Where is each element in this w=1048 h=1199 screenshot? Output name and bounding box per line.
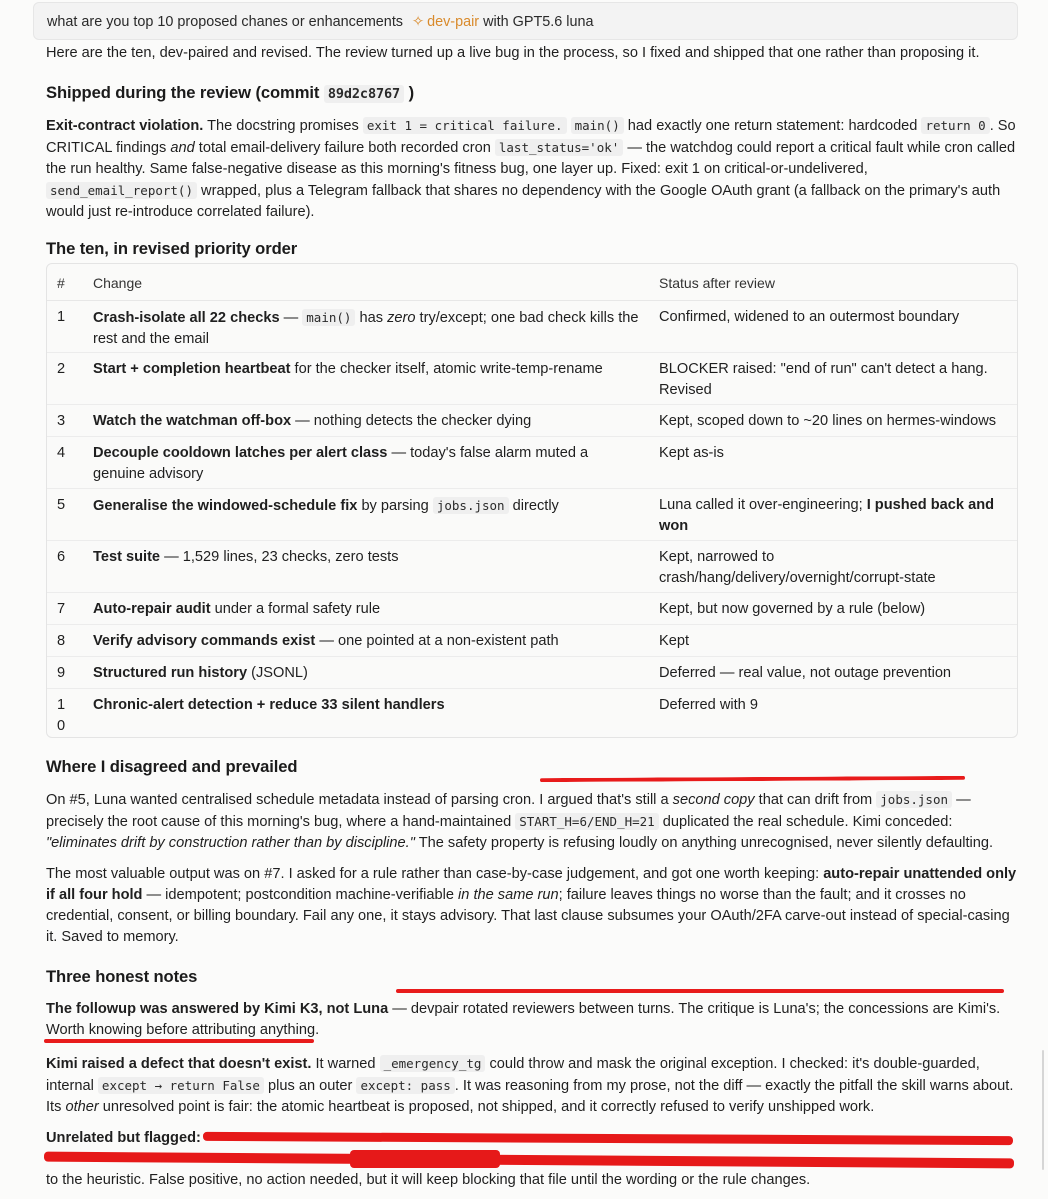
row-number: 1: [57, 309, 66, 325]
change-title: Generalise the windowed-schedule fix: [93, 498, 358, 514]
text: — devpair rotated reviewers between turns. The critique is Luna's; the concessions are Kimi's. Worth knowing before attributing anything.: [46, 1001, 1001, 1038]
col-change: Change: [93, 275, 143, 291]
text: — precisely the root cause of this morning's bug, where a hand-maintained: [46, 792, 971, 830]
note-2: [46, 1053, 1021, 1118]
status-text: Deferred with 9: [659, 697, 758, 713]
ten-heading: The ten, in revised priority order: [46, 239, 298, 258]
text: The followup was answered by Kimi K3, not Luna: [46, 1001, 389, 1017]
row-status: [659, 624, 999, 652]
code: START_H=6/END_H=21: [515, 813, 658, 830]
text: . So CRITICAL findings: [46, 118, 1016, 156]
text: in the same run: [458, 887, 559, 903]
status-text: Kept, but now governed by a rule (below): [659, 601, 926, 617]
row-status: [659, 488, 999, 537]
row-number: 9: [57, 665, 66, 681]
text: second copy: [672, 792, 755, 808]
text: —: [279, 310, 303, 326]
disagree-p2: [46, 864, 1021, 948]
shipped-heading-text: Shipped during the review (commit: [46, 83, 320, 102]
code: except: pass: [356, 1077, 454, 1094]
text: has: [355, 310, 388, 326]
col-num: #: [57, 275, 65, 291]
row-change: [93, 404, 643, 432]
disagree-p1: [46, 789, 1021, 854]
table-row: [47, 656, 1017, 689]
red-annotation-line: [540, 776, 965, 782]
row-status: [659, 436, 999, 464]
text: The safety property is refusing loudly on anything unrecognised, never silently defaulting.: [414, 835, 994, 851]
text: (JSONL): [247, 665, 308, 681]
text: — nothing detects the checker dying: [291, 413, 532, 429]
commit-hash: 89d2c8767: [324, 85, 404, 103]
change-title: Auto-repair audit: [93, 601, 211, 617]
text: for the checker itself, atomic write-temp-rename: [290, 361, 603, 377]
code: last_status='ok': [495, 139, 623, 156]
text: — today's false alarm muted a genuine advisory: [93, 445, 589, 482]
text: On #5, Luna wanted centralised schedule metadata instead of parsing cron. I argued that's still a: [46, 792, 673, 808]
row-change: [93, 540, 643, 568]
table-header: [47, 264, 1017, 301]
code: except → return False: [98, 1077, 264, 1094]
prompt-text: what are you top 10 proposed chanes or enhancements: [47, 14, 404, 30]
text: . It was reasoning from my prose, not the diff — exactly the pitfall the skill warns about. Its: [46, 1078, 1014, 1115]
change-title: Test suite: [93, 549, 161, 565]
note-3-tail: to the heuristic. False positive, no action needed, but it will keep blocking that file until the wording or the rule changes.: [46, 1172, 811, 1188]
code: send_email_report(): [46, 182, 197, 199]
text: try/except; one bad check kills the rest and the email: [93, 310, 639, 347]
agent-tag-label: dev-pair: [427, 14, 480, 30]
table-row: [47, 624, 1017, 657]
intro-text: Here are the ten, dev-paired and revised. The review turned up a live bug in the process, so I fixed and shipped that one rather than proposing it.: [46, 45, 980, 61]
text: total email-delivery failure both recorded cron: [194, 140, 495, 156]
code: return 0: [921, 117, 989, 134]
status-text: Kept, narrowed to crash/hang/delivery/overnight/corrupt-state: [659, 549, 936, 586]
row-status: [659, 592, 999, 620]
row-status: [659, 540, 999, 589]
text: — 1,529 lines, 23 checks, zero tests: [160, 549, 399, 565]
row-number: 3: [57, 413, 66, 429]
row-change: [93, 352, 643, 380]
row-number: 4: [57, 445, 66, 461]
text: — the watchdog could report a critical fault while cron called the run healthy. Same false-negative disease as this morning's fitness bug, one layer up. Fixed: exit 1 on critical-or-undelivered,: [46, 140, 1016, 177]
status-text: Kept as-is: [659, 445, 724, 461]
row-status: [659, 300, 999, 328]
change-title: Crash-isolate all 22 checks: [93, 310, 280, 326]
priority-table: [46, 263, 1018, 738]
redaction-mark: [44, 1152, 1014, 1169]
col-status: Status after review: [659, 275, 775, 291]
text: zero: [387, 310, 416, 326]
text: — one pointed at a non-existent path: [315, 633, 559, 649]
text: directly: [508, 498, 559, 514]
text: duplicated the real schedule. Kimi conceded:: [658, 814, 953, 830]
row-number: 8: [57, 633, 66, 649]
text: — idempotent; postcondition machine-verifiable: [142, 887, 459, 903]
row-number: 5: [57, 497, 66, 513]
quote: "eliminates drift by construction rather than by discipline.": [46, 835, 415, 851]
row-status: [659, 404, 999, 432]
shipped-paragraph: [46, 115, 1021, 223]
row-number: 2: [57, 361, 66, 377]
text: wrapped, plus a Telegram fallback that shares no dependency with the Google OAuth grant (a fallback on the primary's auth would just re-introduce correlated failure).: [46, 183, 1001, 220]
table-row: [47, 404, 1017, 437]
text: The most valuable output was on #7. I asked for a rule rather than case-by-case judgement, and got one worth keeping:: [46, 866, 824, 882]
status-text: Luna called it over-engineering;: [659, 497, 867, 513]
code: exit 1 = critical failure.: [363, 117, 567, 134]
row-change: [93, 300, 643, 350]
disagree-heading: Where I disagreed and prevailed: [46, 757, 298, 776]
code: main(): [571, 117, 624, 134]
text: unresolved point is fair: the atomic heartbeat is proposed, not shipped, and it correctly refused to verify unshipped work.: [98, 1099, 875, 1115]
row-change: [93, 488, 643, 517]
sparkle-icon: ✧: [412, 14, 425, 30]
change-title: Decouple cooldown latches per alert class: [93, 445, 388, 461]
code: _emergency_tg: [380, 1055, 486, 1072]
change-title: Chronic-alert detection + reduce 33 silent handlers: [93, 697, 445, 713]
red-annotation-line: [44, 1039, 314, 1043]
row-change: [93, 592, 643, 620]
table-row: [47, 488, 1017, 541]
status-text: Confirmed, widened to an outermost boundary: [659, 309, 960, 325]
row-number: 6: [57, 549, 66, 565]
redaction-mark: [350, 1150, 500, 1168]
text: could throw and mask the original exception. I checked: it's double-guarded, internal: [46, 1056, 980, 1094]
shipped-lead: Exit-contract violation.: [46, 118, 204, 134]
red-annotation-line: [396, 989, 1004, 993]
row-status: [659, 688, 999, 716]
note-1: [46, 999, 1021, 1041]
row-change: [93, 688, 643, 716]
text: It warned: [311, 1056, 380, 1072]
shipped-heading: [46, 82, 1021, 105]
table-row: [47, 300, 1017, 353]
row-change: [93, 656, 643, 684]
change-title: Watch the watchman off-box: [93, 413, 292, 429]
row-status: [659, 352, 999, 401]
code: main(): [302, 309, 355, 326]
change-title: Structured run history: [93, 665, 248, 681]
user-prompt: [33, 2, 1018, 40]
text: Unrelated but flagged:: [46, 1130, 201, 1146]
text: other: [65, 1099, 99, 1115]
row-number: 7: [57, 601, 66, 617]
change-title: Start + completion heartbeat: [93, 361, 291, 377]
notes-heading: Three honest notes: [46, 967, 198, 986]
table-row: [47, 540, 1017, 593]
row-change: [93, 436, 643, 485]
status-text: Deferred — real value, not outage prevention: [659, 665, 952, 681]
scrollbar[interactable]: [1042, 1050, 1044, 1170]
change-title: Verify advisory commands exist: [93, 633, 316, 649]
text: ; failure leaves things no worse than the fault; and it crosses no credential, consent, or billing boundary. Fail any one, it stays advisory. That last clause subsumes your OAuth/2FA carve-out instead of special-casing it. Saved to memory.: [46, 887, 1010, 945]
text: that can drift from: [754, 792, 877, 808]
text: and: [170, 140, 195, 156]
text: plus an outer: [263, 1078, 357, 1094]
text: auto-repair unattended only if all four hold: [46, 866, 1017, 903]
table-row: [47, 436, 1017, 489]
code: jobs.json: [433, 497, 509, 514]
row-status: [659, 656, 999, 684]
status-text: BLOCKER raised: "end of run" can't detect a hang. Revised: [659, 361, 988, 398]
status-bold: I pushed back and won: [659, 497, 995, 534]
table-row: [47, 688, 1017, 738]
status-text: Kept: [659, 633, 690, 649]
prompt-suffix: with GPT5.6 luna: [483, 14, 594, 30]
agent-tag[interactable]: [407, 14, 479, 30]
text: by parsing: [357, 498, 433, 514]
table-row: [47, 592, 1017, 625]
row-number: 10: [57, 697, 66, 734]
row-change: [93, 624, 643, 652]
status-text: Kept, scoped down to ~20 lines on hermes-windows: [659, 413, 997, 429]
table-row: [47, 352, 1017, 405]
text: under a formal safety rule: [210, 601, 381, 617]
code: jobs.json: [876, 791, 952, 808]
shipped-heading-close: ): [408, 83, 415, 102]
text: Kimi raised a defect that doesn't exist.: [46, 1056, 312, 1072]
text: had exactly one return statement: hardcoded: [623, 118, 922, 134]
text: The docstring promises: [203, 118, 363, 134]
